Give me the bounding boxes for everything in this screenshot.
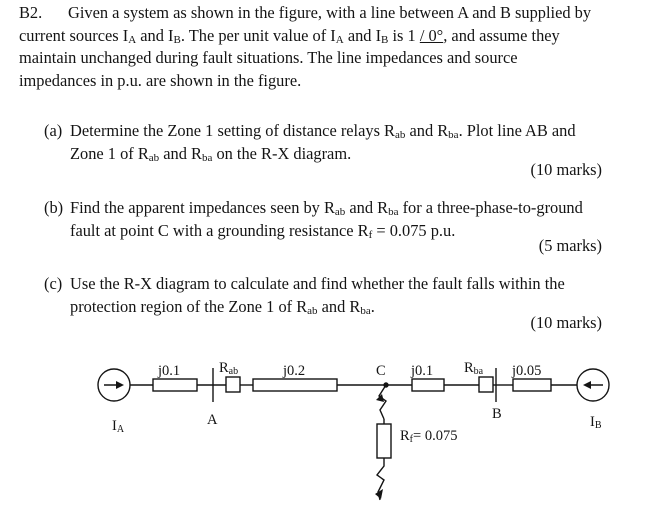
source-b-label: IB [590,414,602,431]
part-label: (a) [44,121,63,140]
part-line: Use the R-X diagram to calculate and find whether the fault falls within the [70,274,565,293]
relay-rab-box [226,377,240,392]
line-cb-impedance-label: j0.1 [411,363,434,379]
part-b-marks: (5 marks) [538,236,602,255]
part-line: Zone 1 of $R_{ab}$ and $R_{ba}$ on the R-X diagram. [70,143,352,164]
source-a-impedance-label: j0.1 [158,363,181,379]
source-b-impedance-box [513,379,551,391]
point-c-label: C [376,363,386,379]
line-cb-impedance-box [412,379,444,391]
relay-rba-box [479,377,493,392]
part-line: Determine the Zone 1 setting of distance relays $R_{ab}$ and $R_{ba}$. Plot line AB and [70,121,576,141]
source-b-arrowhead [583,381,591,389]
source-a-arrowhead [116,381,124,389]
bus-b-label: B [492,406,502,422]
relay-rba-label: Rba [464,360,484,377]
intro-line: current sources $I_A$ and $I_B$. The per unit value of $I_A$ and $I_B$ is 1 / 0°, and assume they [19,25,560,46]
part-line: Find the apparent impedances seen by $R_{ab}$ and $R_{ba}$ for a three-phase-to-ground [70,198,583,218]
bus-a-label: A [207,412,218,428]
fault-lightning-top [379,385,386,419]
part-a-marks: (10 marks) [530,160,602,179]
source-b-impedance-label: j0.05 [512,363,542,379]
intro-line: impedances in p.u. are shown in the figure. [19,70,302,90]
fault-resistor-box [377,424,391,458]
intro-line: Given a system as shown in the figure, with a line between A and B supplied by [68,3,592,22]
question-number: B2. [19,3,43,22]
fault-resistance-label: Rf= 0.075 [400,428,458,445]
part-line: protection region of the Zone 1 of $R_{ab}$ and $R_{ba}$. [70,296,375,317]
relay-rab-label: Rab [219,360,239,377]
part-label: (b) [44,198,64,217]
part-line: fault at point C with a grounding resistance $R_f = 0.075$ p.u. [70,220,456,241]
line-ac-impedance-box [253,379,337,391]
source-a-label: IA [112,418,125,435]
intro-line: maintain unchanged during fault situations. The line impedances and source [19,48,518,67]
part-c-marks: (10 marks) [530,313,602,332]
line-ac-impedance-label: j0.2 [283,363,306,379]
part-label: (c) [44,274,63,293]
source-a-impedance-box [153,379,197,391]
